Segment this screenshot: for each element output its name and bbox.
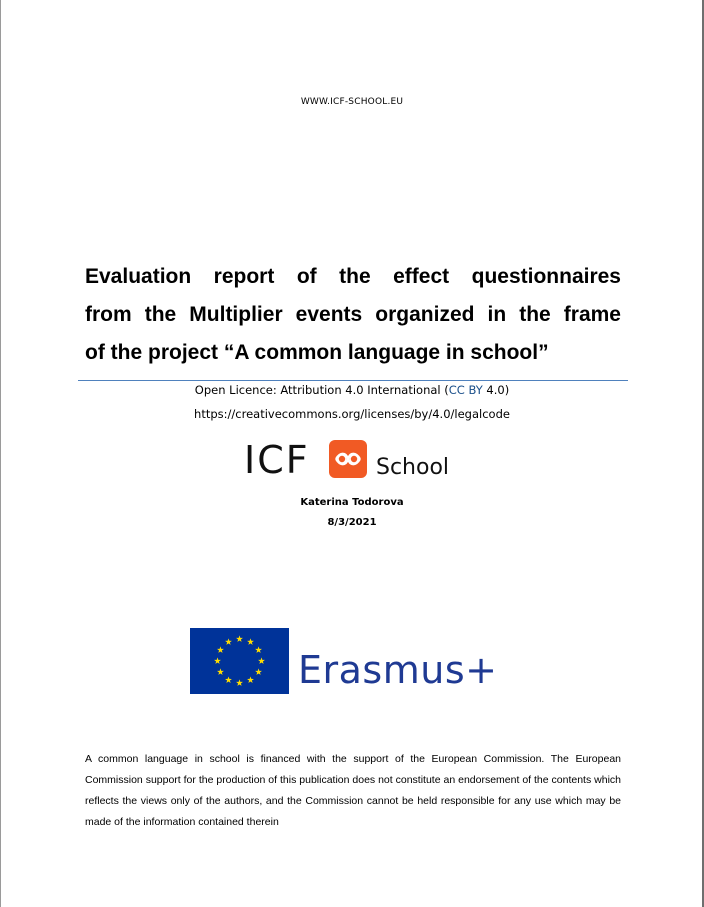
eu-star [225,676,232,683]
eu-star [247,676,254,683]
licence-prefix: Open Licence: Attribution 4.0 International ( [194,383,449,397]
title-line-3: of the project “A common language in school” [85,341,549,364]
funding-disclaimer: A common language in school is financed with the support of the European Commission. The European Commission support for the production of this publication does not constitute an endorsement of the contents which reflects the views only of the authors, and the Commission cannot be held responsible for any use which may be made of the information contained therein [85,753,621,828]
licence-suffix: 4.0) [482,383,510,397]
erasmus-plus-logo-text: Erasmus+ [298,648,498,692]
eu-star [236,635,243,642]
title-line-2: from the Multiplier events organized in the frame [85,303,621,326]
eu-star [258,657,265,664]
eu-star [255,646,262,653]
knot-icon [329,440,367,478]
eu-star [217,646,224,653]
eu-star [255,668,262,675]
title-divider [78,380,628,381]
eu-flag-icon [190,628,289,694]
licence-line [0,383,704,397]
eu-star [217,668,224,675]
logo-icf-text: ICF [244,438,310,482]
icf-school-logo [244,437,474,483]
header-url[interactable]: WWW.ICF-SCHOOL.EU [300,97,404,107]
document-title [85,258,621,372]
publication-date: 8/3/2021 [327,517,377,528]
author-name: Katerina Todorova [300,497,404,508]
licence-url[interactable]: https://creativecommons.org/licenses/by/4.0/legalcode [194,407,510,421]
licence-cc-label[interactable]: CC BY [448,383,483,397]
title-line-1: Evaluation report of the effect questionnaires [85,265,621,288]
page-border-left [0,0,1,907]
eu-star [236,679,243,686]
eu-star [247,638,254,645]
eu-star [225,638,232,645]
eu-star [214,657,221,664]
logo-school-text: School [376,455,450,480]
